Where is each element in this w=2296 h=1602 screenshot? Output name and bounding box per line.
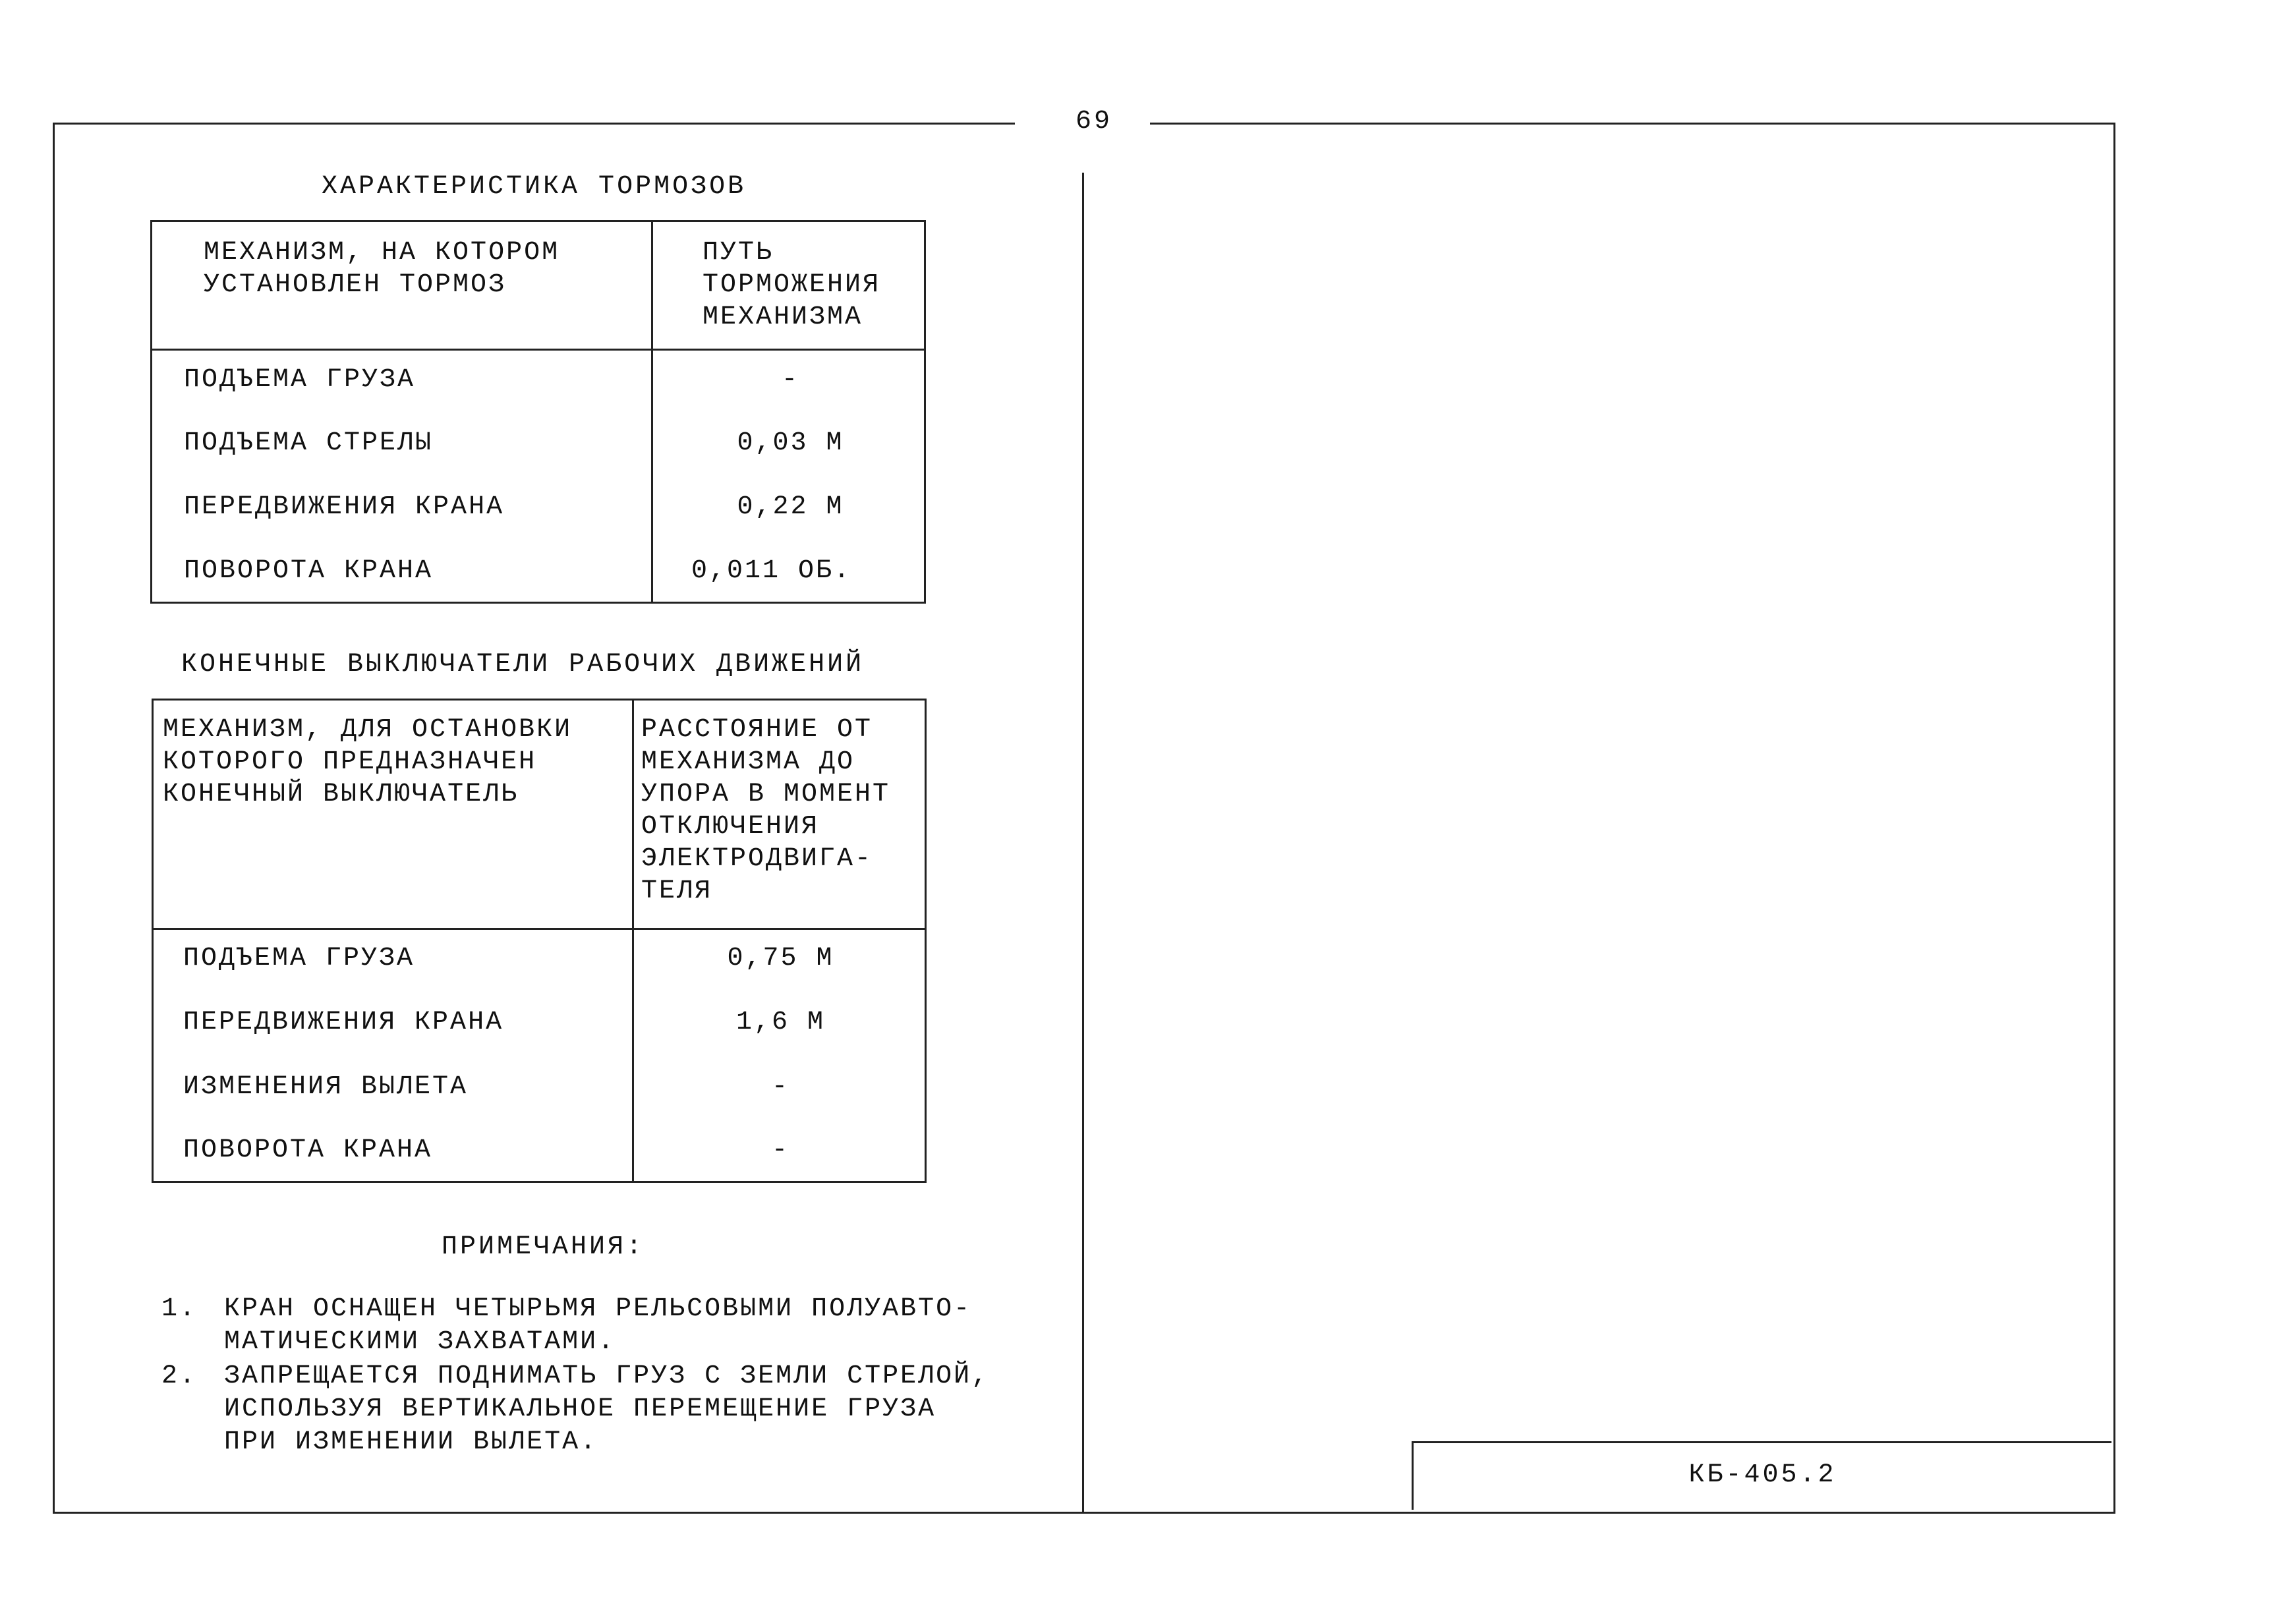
limit-switches-row-mechanism: ПОВОРОТА КРАНА [183, 1135, 433, 1165]
frame-right-line [2113, 123, 2115, 1512]
brakes-header-mechanism: МЕХАНИЗМ, НА КОТОРОМ УСТАНОВЛЕН ТОРМОЗ [204, 238, 560, 300]
brakes-row-mechanism: ПОДЪЕМА СТРЕЛЫ [184, 428, 434, 458]
title-block [1412, 1441, 2111, 1510]
brakes-table [150, 220, 926, 604]
limit-switches-row-value: - [771, 1072, 789, 1102]
limit-switches-row-value: 1,6 М [735, 1008, 826, 1037]
limit-switches-title: КОНЕЧНЫЕ ВЫКЛЮЧАТЕЛИ РАБОЧИХ ДВИЖЕНИЙ [181, 650, 865, 679]
limit-switches-table-column-divider [632, 701, 634, 1181]
brakes-header-path: ПУТЬ ТОРМОЖЕНИЯ МЕХАНИЗМА [703, 238, 881, 332]
frame-bottom-line [53, 1512, 2115, 1514]
brakes-row-value: 0,011 ОБ. [691, 556, 852, 586]
note-number: 1. [161, 1294, 198, 1324]
note-text: ЗАПРЕЩАЕТСЯ ПОДНИМАТЬ ГРУЗ С ЗЕМЛИ СТРЕЛОЙ, ИСПОЛЬЗУЯ ВЕРТИКАЛЬНОЕ ПЕРЕМЕЩЕНИЕ ГРУЗА ПРИ ИЗМЕНЕНИИ ВЫЛЕТА. [224, 1361, 990, 1457]
brakes-table-header-divider [152, 349, 924, 351]
limit-switches-table-header-divider [154, 928, 925, 930]
brakes-title: ХАРАКТЕРИСТИКА ТОРМОЗОВ [322, 172, 747, 202]
limit-switches-header-mechanism: МЕХАНИЗМ, ДЛЯ ОСТАНОВКИ КОТОРОГО ПРЕДНАЗНАЧЕН КОНЕЧНЫЙ ВЫКЛЮЧАТЕЛЬ [163, 715, 573, 809]
brakes-row-mechanism: ПОДЪЕМА ГРУЗА [184, 365, 416, 395]
notes-title: ПРИМЕЧАНИЯ: [442, 1232, 645, 1262]
brakes-row-value: 0,22 М [737, 492, 844, 522]
frame-left-line [53, 123, 55, 1512]
frame-top-left-line [53, 123, 1015, 125]
frame-top-right-line [1150, 123, 2113, 125]
brakes-row-mechanism: ПЕРЕДВИЖЕНИЯ КРАНА [184, 492, 505, 522]
limit-switches-header-distance: РАССТОЯНИЕ ОТ МЕХАНИЗМА ДО УПОРА В МОМЕНТ ОТКЛЮЧЕНИЯ ЭЛЕКТРОДВИГА- ТЕЛЯ [641, 715, 891, 906]
limit-switches-row-value: 0,75 М [727, 944, 834, 973]
limit-switches-row-value: - [771, 1135, 789, 1165]
limit-switches-row-mechanism: ИЗМЕНЕНИЯ ВЫЛЕТА [183, 1072, 469, 1102]
limit-switches-row-mechanism: ПОДЪЕМА ГРУЗА [183, 944, 415, 973]
brakes-table-column-divider [651, 222, 653, 602]
column-divider [1082, 173, 1084, 1512]
brakes-row-mechanism: ПОВОРОТА КРАНА [184, 556, 434, 586]
document-code: КБ-405.2 [1688, 1460, 1837, 1490]
page-number: 69 [1075, 107, 1112, 136]
note-number: 2. [161, 1361, 198, 1391]
limit-switches-row-mechanism: ПЕРЕДВИЖЕНИЯ КРАНА [183, 1008, 504, 1037]
limit-switches-table [152, 699, 927, 1183]
brakes-row-value: 0,03 М [737, 428, 844, 458]
note-text: КРАН ОСНАЩЕН ЧЕТЫРЬМЯ РЕЛЬСОВЫМИ ПОЛУАВТО- МАТИЧЕСКИМИ ЗАХВАТАМИ. [224, 1294, 972, 1357]
brakes-row-value: - [781, 365, 799, 395]
